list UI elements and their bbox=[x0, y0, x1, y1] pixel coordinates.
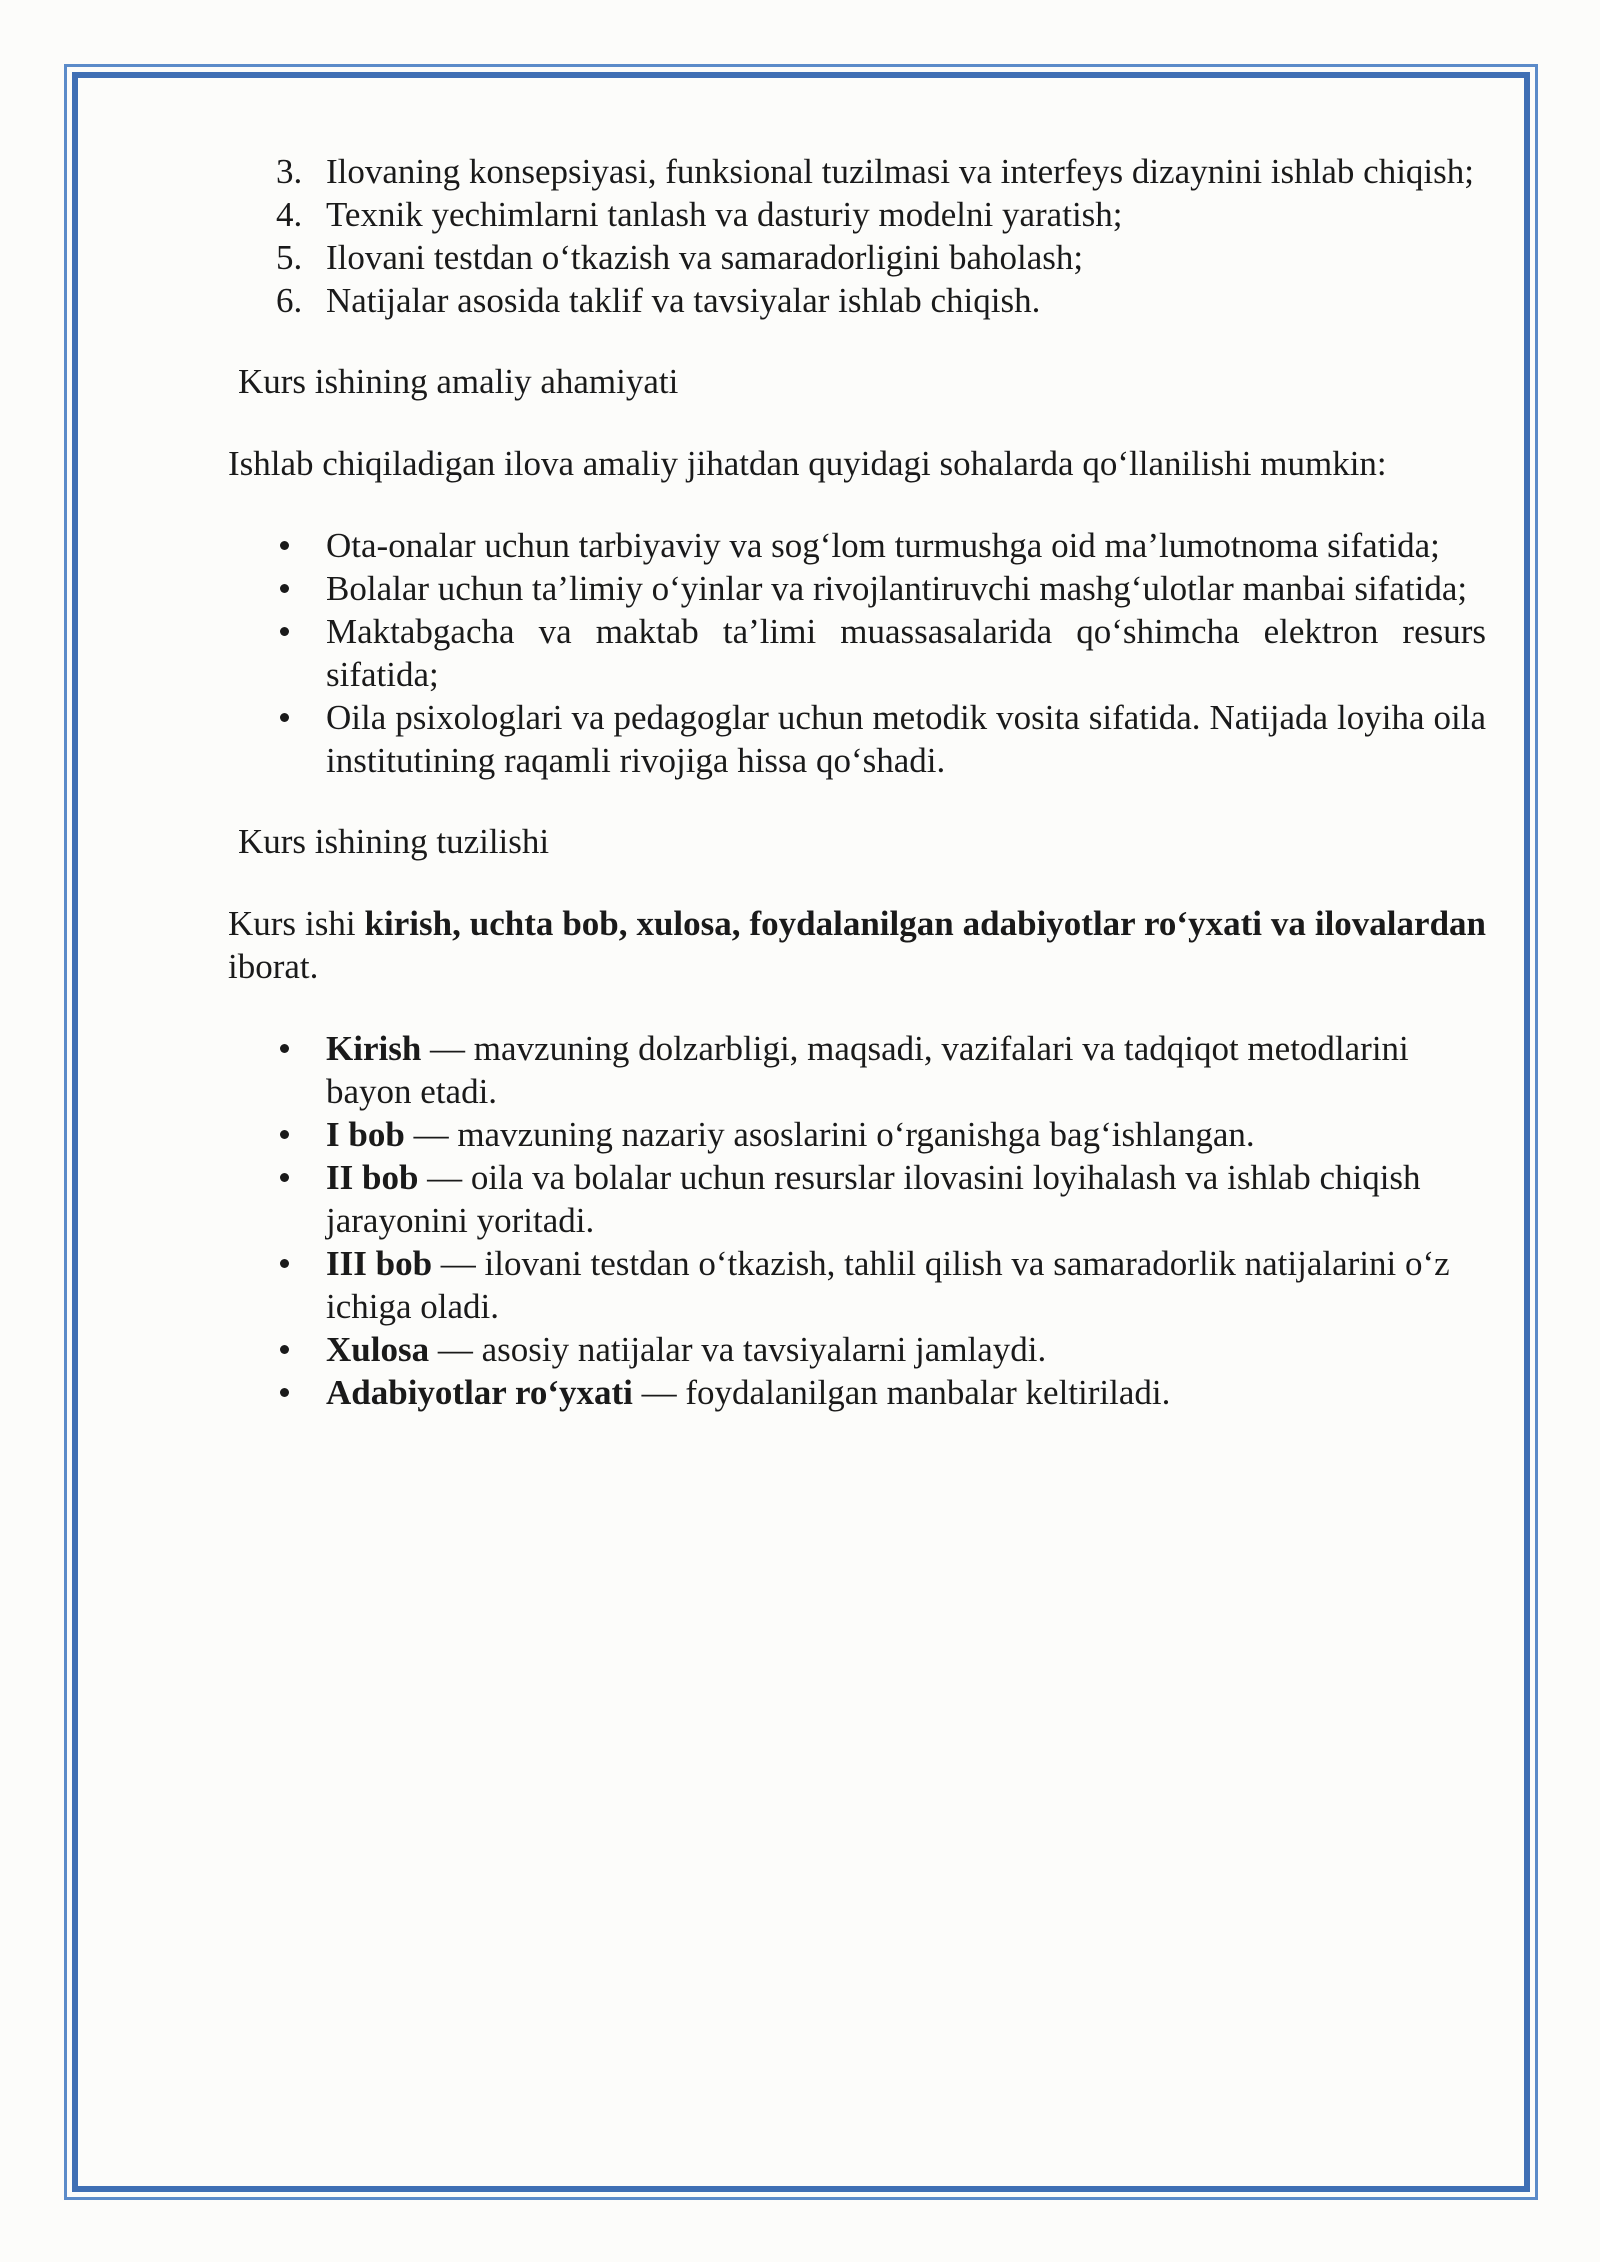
list-item bbox=[228, 150, 1486, 193]
bullet-icon bbox=[280, 584, 289, 593]
structure-intro-start: Kurs ishi bbox=[228, 904, 365, 943]
list-item bbox=[228, 1156, 1486, 1242]
bullet-icon bbox=[280, 1130, 289, 1139]
list-item-desc: — foydalanilgan manbalar keltiriladi. bbox=[632, 1373, 1171, 1412]
structure-list bbox=[228, 1027, 1486, 1414]
list-item bbox=[228, 236, 1486, 279]
bullet-icon bbox=[280, 1173, 289, 1182]
list-item-text: Ilovani testdan o‘tkazish va samaradorligini baholash; bbox=[326, 238, 1084, 277]
bullet-icon bbox=[280, 627, 289, 636]
list-item-text: Maktabgacha va maktab ta’limi muassasalarida qo‘shimcha elektron resurs sifatida; bbox=[326, 612, 1486, 694]
section-heading-structure: Kurs ishining tuzilishi bbox=[238, 822, 550, 861]
list-item bbox=[228, 524, 1486, 567]
bullet-icon bbox=[280, 541, 289, 550]
structure-intro-end: iborat. bbox=[228, 947, 319, 986]
bullet-icon bbox=[280, 1259, 289, 1268]
list-item-text: Ota-onalar uchun tarbiyaviy va sog‘lom turmushga oid ma’lumotnoma sifatida; bbox=[326, 526, 1440, 565]
list-item bbox=[228, 279, 1486, 322]
list-item bbox=[228, 193, 1486, 236]
list-item bbox=[228, 696, 1486, 782]
bullet-icon bbox=[280, 1388, 289, 1397]
application-areas-list bbox=[228, 524, 1486, 782]
list-item bbox=[228, 1242, 1486, 1328]
list-number: 4. bbox=[276, 195, 303, 234]
list-item bbox=[228, 610, 1486, 696]
numbered-task-list bbox=[228, 150, 1486, 322]
list-number: 5. bbox=[276, 238, 303, 277]
list-item-desc: — oila va bolalar uchun resurslar ilovasini loyihalash va ishlab chiqish jarayonini yoritadi. bbox=[326, 1158, 1421, 1240]
list-item-desc: — asosiy natijalar va tavsiyalarni jamlaydi. bbox=[429, 1330, 1047, 1369]
list-item-term: Xulosa bbox=[326, 1330, 430, 1369]
list-item-term: II bob bbox=[326, 1158, 419, 1197]
list-item-term: Adabiyotlar ro‘yxati bbox=[326, 1373, 633, 1412]
list-item-term: I bob bbox=[326, 1115, 405, 1154]
list-item-term: Kirish bbox=[326, 1029, 422, 1068]
list-item-text: Bolalar uchun ta’limiy o‘yinlar va rivojlantiruvchi mashg‘ulotlar manbai sifatida; bbox=[326, 569, 1468, 608]
bullet-icon bbox=[280, 713, 289, 722]
list-item-text: Texnik yechimlarni tanlash va dasturiy modelni yaratish; bbox=[326, 195, 1123, 234]
list-item-term: III bob bbox=[326, 1244, 433, 1283]
list-item bbox=[228, 1328, 1486, 1371]
bullet-icon bbox=[280, 1345, 289, 1354]
bullet-icon bbox=[280, 1044, 289, 1053]
list-item bbox=[228, 1371, 1486, 1414]
structure-intro bbox=[228, 902, 1486, 988]
list-number: 3. bbox=[276, 152, 303, 191]
practical-importance-intro: Ishlab chiqiladigan ilova amaliy jihatdan quyidagi sohalarda qo‘llanilishi mumkin: bbox=[228, 444, 1387, 483]
list-item-desc: — mavzuning nazariy asoslarini o‘rganishga bag‘ishlangan. bbox=[404, 1115, 1255, 1154]
section-heading-practical-importance: Kurs ishining amaliy ahamiyati bbox=[238, 362, 679, 401]
list-item-text: Natijalar asosida taklif va tavsiyalar ishlab chiqish. bbox=[326, 281, 1041, 320]
list-item-desc: — mavzuning dolzarbligi, maqsadi, vazifalari va tadqiqot metodlarini bayon etadi. bbox=[326, 1029, 1409, 1111]
list-item-text: Ilovaning konsepsiyasi, funksional tuzilmasi va interfeys dizaynini ishlab chiqish; bbox=[326, 152, 1474, 191]
structure-intro-bold: kirish, uchta bob, xulosa, foydalanilgan adabiyotlar ro‘yxati va ilovalardan bbox=[364, 904, 1486, 943]
list-item-desc: — ilovani testdan o‘tkazish, tahlil qilish va samaradorlik natijalarini o‘z ichiga oladi. bbox=[326, 1244, 1450, 1326]
document-content bbox=[228, 150, 1486, 1414]
list-item bbox=[228, 1027, 1486, 1113]
list-number: 6. bbox=[276, 281, 303, 320]
list-item-text: Oila psixologlari va pedagoglar uchun metodik vosita sifatida. Natijada loyiha oila institutining raqamli rivojiga hissa qo‘shadi. bbox=[326, 698, 1486, 780]
list-item bbox=[228, 1113, 1486, 1156]
list-item bbox=[228, 567, 1486, 610]
